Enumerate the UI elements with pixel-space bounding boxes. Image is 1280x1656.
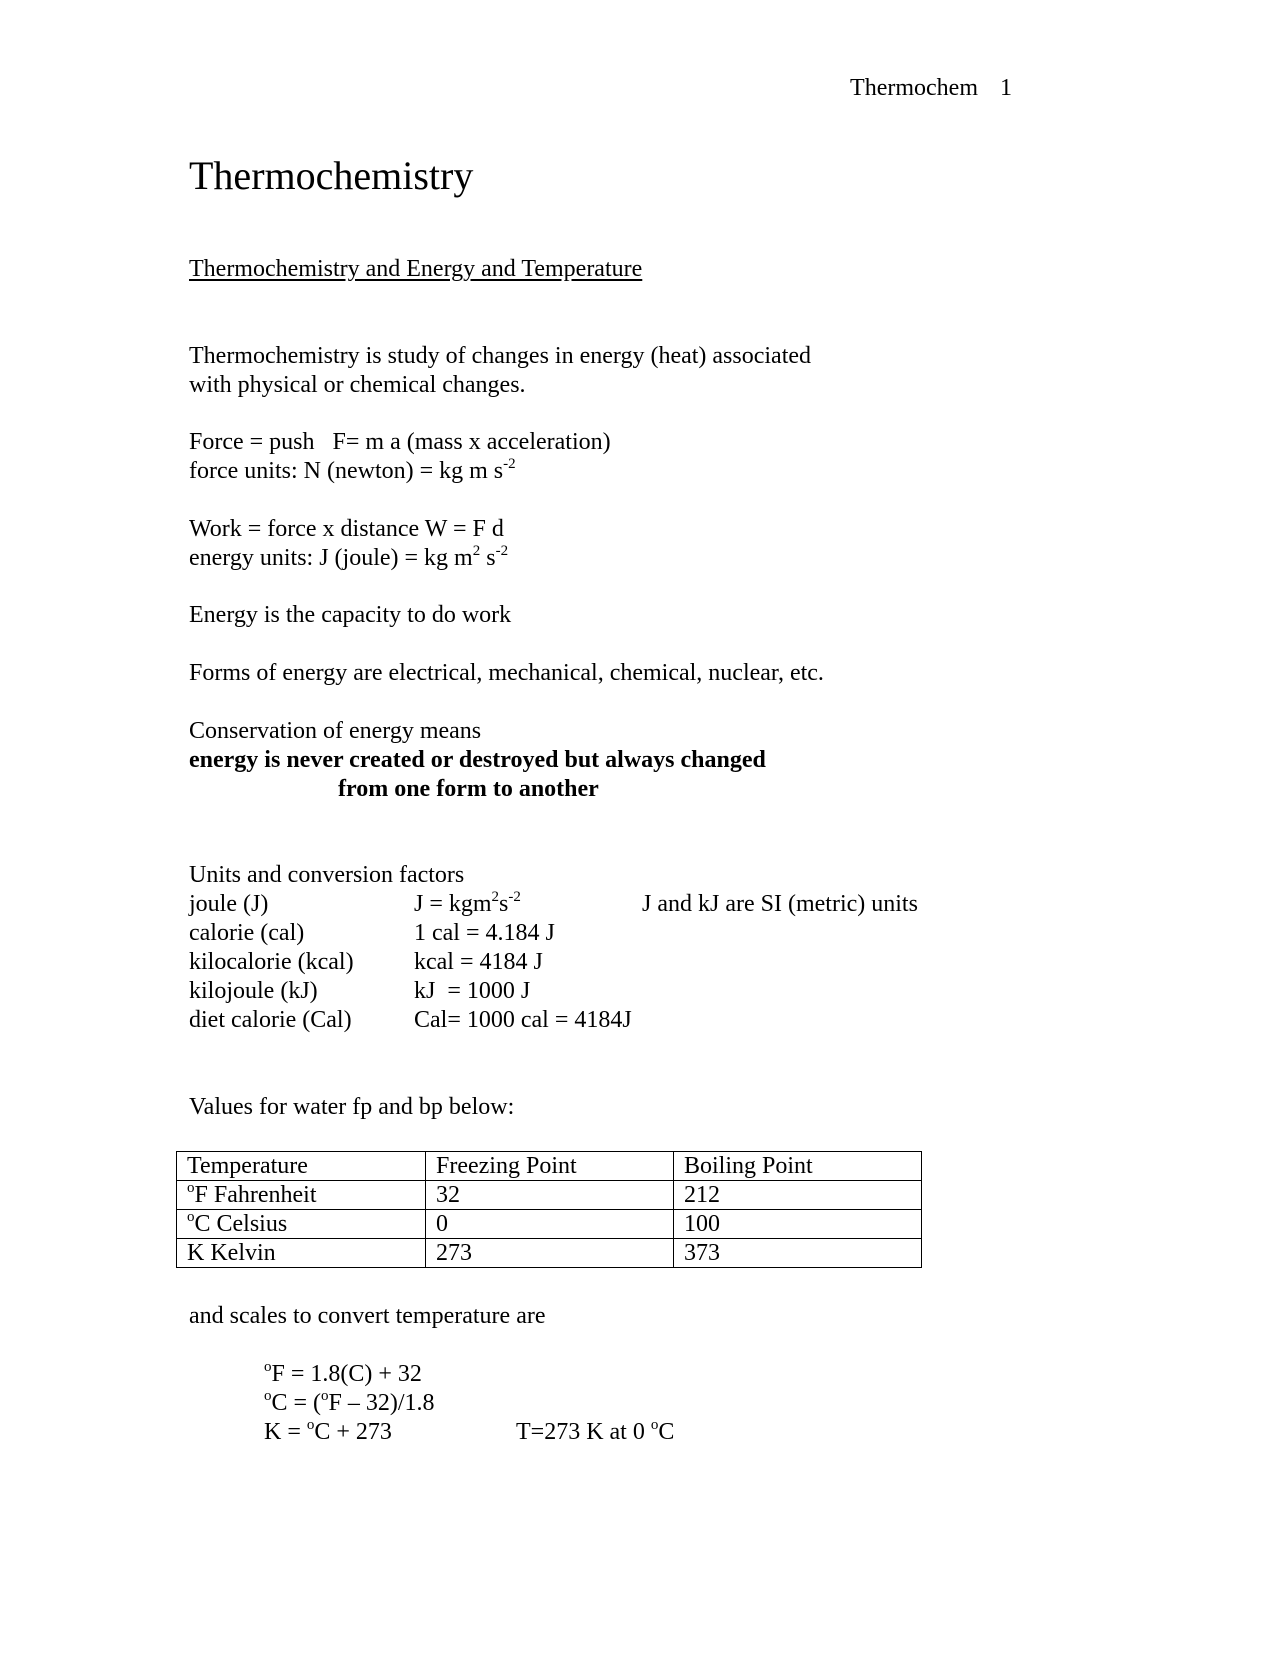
table-row [177, 1210, 922, 1239]
intro-line-2: with physical or chemical changes. [189, 372, 526, 398]
table-header-row [177, 1152, 922, 1181]
energy-definition: Energy is the capacity to do work [189, 602, 512, 628]
units-heading: Units and conversion factors [189, 862, 465, 888]
unit-value-kilocalorie: kcal = 4184 J [414, 949, 543, 975]
joule-value-a: J = kgm [414, 891, 492, 917]
page-title: Thermochemistry [189, 153, 474, 198]
running-title: Thermochem [850, 75, 978, 101]
unit-name-calorie: calorie (cal) [189, 920, 305, 946]
scale-name: C Celsius [194, 1211, 288, 1237]
table-cell-bp: 100 [674, 1210, 922, 1239]
degree-symbol: o [187, 1180, 195, 1196]
force-units-exponent: -2 [503, 456, 516, 472]
unit-value-diet-calorie: Cal= 1000 cal = 4184J [414, 1007, 632, 1033]
formula-text: C = ( [271, 1390, 322, 1416]
table-header-cell: Freezing Point [426, 1152, 674, 1181]
table-cell-fp: 0 [426, 1210, 674, 1239]
formula-fahrenheit [264, 1360, 422, 1389]
kelvin-note [516, 1418, 674, 1447]
formula-text: F – 32)/1.8 [328, 1390, 435, 1416]
formula-text: F = 1.8(C) + 32 [271, 1361, 422, 1387]
formula-celsius [264, 1389, 435, 1418]
force-units-text: force units: N (newton) = kg m s [189, 458, 504, 484]
scale-name: F Fahrenheit [194, 1182, 317, 1208]
water-values-intro: Values for water fp and bp below: [189, 1094, 515, 1120]
work-line-1: Work = force x distance W = F d [189, 516, 504, 542]
table-header-cell: Boiling Point [674, 1152, 922, 1181]
degree-symbol: o [264, 1359, 272, 1375]
scales-intro: and scales to convert temperature are [189, 1303, 546, 1329]
joule-exponent-a: 2 [491, 889, 500, 905]
energy-units-exponent-b: -2 [495, 543, 509, 559]
running-header [850, 74, 1012, 103]
conservation-intro: Conservation of energy means [189, 718, 482, 744]
degree-symbol: o [321, 1388, 329, 1404]
table-cell-fp: 32 [426, 1181, 674, 1210]
energy-units-text-a: energy units: J (joule) = kg m [189, 545, 473, 571]
unit-value-kilojoule: kJ = 1000 J [414, 978, 531, 1004]
degree-symbol: o [187, 1209, 195, 1225]
table-cell-bp: 212 [674, 1181, 922, 1210]
table-header-cell: Temperature [177, 1152, 426, 1181]
formula-kelvin [264, 1418, 392, 1447]
force-line-1 [189, 428, 611, 457]
table-cell-scale [177, 1181, 426, 1210]
page-number: 1 [1000, 75, 1012, 101]
table-cell-scale [177, 1239, 426, 1268]
unit-value-joule [414, 890, 521, 919]
force-line-2 [189, 457, 516, 486]
si-units-note: J and kJ are SI (metric) units [642, 891, 918, 917]
table-row [177, 1181, 922, 1210]
formula-text: C + 273 [314, 1419, 392, 1445]
unit-name-kilojoule: kilojoule (kJ) [189, 978, 318, 1004]
force-definition: Force = push F= m a (mass x acceleration) [189, 429, 611, 455]
note-text: C [658, 1419, 675, 1445]
temperature-table [176, 1151, 922, 1268]
note-text: T=273 K at 0 [516, 1419, 651, 1445]
section-heading: Thermochemistry and Energy and Temperature [189, 256, 643, 282]
unit-name-diet-calorie: diet calorie (Cal) [189, 1007, 352, 1033]
unit-name-kilocalorie: kilocalorie (kcal) [189, 949, 354, 975]
joule-value-b: s [499, 891, 509, 917]
forms-of-energy: Forms of energy are electrical, mechanical, chemical, nuclear, etc. [189, 660, 824, 686]
energy-units-exponent-a: 2 [472, 543, 481, 559]
table-cell-scale [177, 1210, 426, 1239]
conservation-statement-2: from one form to another [338, 776, 599, 802]
energy-units-text-b: s [480, 545, 496, 571]
formula-text: K = [264, 1419, 307, 1445]
conservation-statement-1: energy is never created or destroyed but always changed [189, 747, 766, 773]
degree-symbol: o [650, 1417, 659, 1433]
degree-symbol: o [264, 1388, 272, 1404]
work-line-2 [189, 544, 508, 573]
degree-symbol: o [306, 1417, 315, 1433]
unit-name-joule: joule (J) [189, 891, 269, 917]
scale-name: K Kelvin [187, 1240, 276, 1266]
table-cell-bp: 373 [674, 1239, 922, 1268]
unit-value-calorie: 1 cal = 4.184 J [414, 920, 555, 946]
table-row [177, 1239, 922, 1268]
joule-exponent-b: -2 [508, 889, 521, 905]
table-cell-fp: 273 [426, 1239, 674, 1268]
intro-line-1: Thermochemistry is study of changes in energy (heat) associated [189, 343, 812, 369]
